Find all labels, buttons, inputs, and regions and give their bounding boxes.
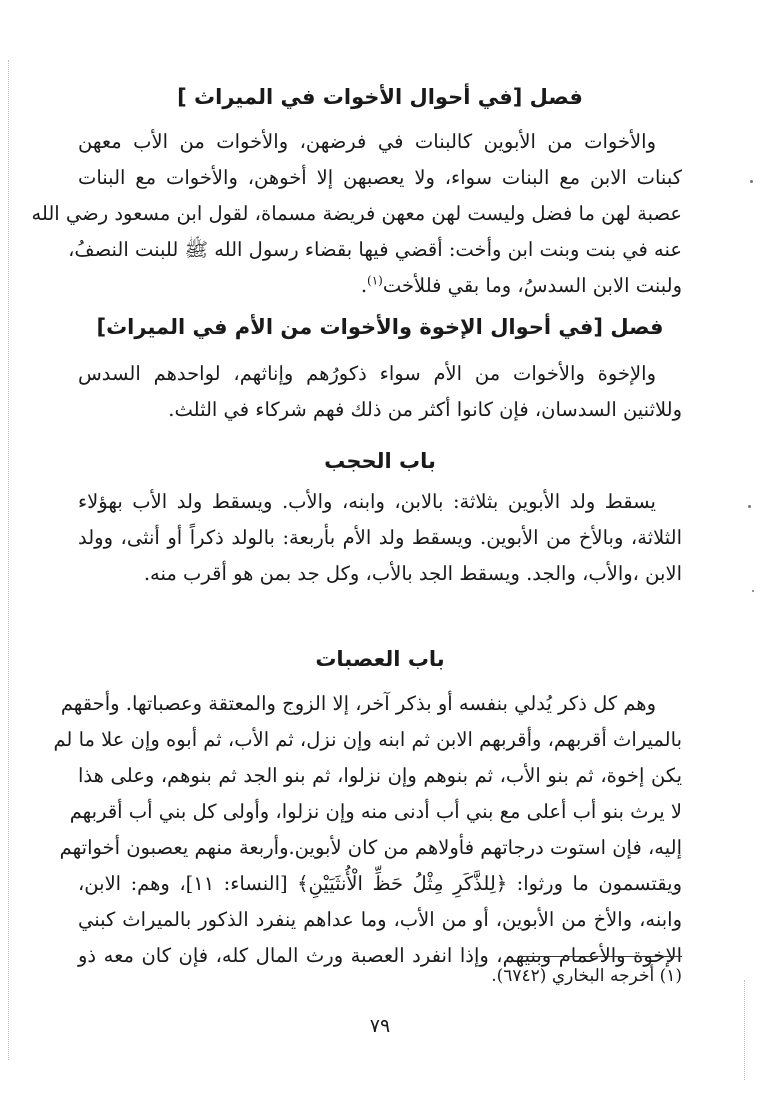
text-line: ويقتسمون ما ورثوا: ﴿لِلذَّكَرِ مِثْلُ حَظِّ الْأُنثَيَيْنِ﴾ [النساء: ١١]، وهم: الابن، bbox=[78, 872, 683, 895]
text-line: الإخوة والأعمام وبنيهم، وإذا انفرد العصبة ورث المال كله، فإن كان معه ذو bbox=[78, 944, 682, 967]
text-line: عصبة لهن ما فضل وليست لهن معهن فريضة مسماة، لقول ابن مسعود رضي الله bbox=[31, 202, 682, 225]
text-line: يسقط ولد الأبوين بثلاثة: بالابن، وابنه، والأب. ويسقط ولد الأب بهؤلاء bbox=[78, 490, 656, 513]
text-line: يكن إخوة، ثم بنو الأب، ثم بنوهم وإن نزلوا، ثم بنو الجد ثم بنوهم، وعلى هذا bbox=[78, 764, 682, 787]
scan-speck bbox=[752, 590, 754, 592]
text-line: وابنه، والأخ من الأبوين، أو من الأب، وما عداهم ينفرد الذكور بالميراث كبني bbox=[78, 908, 682, 931]
text-line: وهم كل ذكر يُدلي بنفسه أو بذكر آخر، إلا الزوج والمعتقة وعصباتها. وأحقهم bbox=[60, 692, 656, 715]
text-line: عنه في بنت وبنت ابن وأخت: أقضي فيها بقضاء رسول الله ﷺ للبنت النصفُ، bbox=[68, 238, 682, 261]
text-line: لا يرث بنو أب أعلى مع بني أب أدنى منه وإن نزلوا، وأولى كل بني أب أقربهم bbox=[69, 800, 682, 823]
paragraph-exclusion bbox=[78, 484, 682, 592]
text-line: الابن ،والأب، والجد. ويسقط الجد بالأب، وكل جد بمن هو أقرب منه. bbox=[143, 562, 682, 585]
text-line: والأخوات من الأبوين كالبنات في فرضهن، والأخوات من الأب معهن bbox=[78, 130, 656, 153]
footnote: (١) أخرجه البخاري (٦٧٤٢). bbox=[491, 966, 682, 986]
footnote-marker: (١) bbox=[367, 273, 383, 288]
chapter-heading-exclusion: باب الحجب bbox=[324, 449, 436, 473]
footnote-divider bbox=[518, 956, 682, 957]
text-line: وللاثنين السدسان، فإن كانوا أكثر من ذلك فهم شركاء في الثلث. bbox=[168, 398, 682, 421]
chapter-heading-agnates: باب العصبات bbox=[315, 647, 445, 671]
scan-edge-grain bbox=[8, 60, 9, 1060]
text-line bbox=[78, 268, 682, 304]
scan-speck bbox=[750, 180, 753, 183]
page-number: ٧٩ bbox=[369, 1015, 391, 1037]
text-line-content: ولبنت الابن السدسُ، وما بقي فللأخت bbox=[382, 274, 682, 297]
paragraph-sisters bbox=[31, 124, 682, 304]
text-line: كبنات الابن مع البنات سواء، ولا يعصبهن إلا أخوهن، والأخوات مع البنات bbox=[78, 166, 682, 189]
scan-speck bbox=[748, 505, 751, 508]
section-heading-sisters: فصل [في أحوال الأخوات في الميراث ] bbox=[177, 85, 583, 109]
text-line: إليه، فإن استوت درجاتهم فأولاهم من كان لأبوين.وأربعة منهم يعصبون أخواتهم bbox=[59, 836, 682, 859]
paragraph-maternal-siblings bbox=[78, 356, 682, 428]
sentence-end: . bbox=[360, 274, 368, 297]
text-line: الثلاثة، وبالأخ من الأبوين. ويسقط ولد الأم بأربعة: بالولد ذكراً أو أنثى، وولد bbox=[78, 526, 682, 549]
paragraph-agnates bbox=[53, 686, 683, 974]
text-line: بالميراث أقربهم، وأقربهم الابن ثم ابنه وإن نزل، ثم الأب، ثم أبوه وإن علا ما لم bbox=[53, 728, 682, 751]
scan-edge-grain bbox=[744, 980, 745, 1080]
section-heading-maternal-siblings: فصل [في أحوال الإخوة والأخوات من الأم في الميراث] bbox=[96, 315, 664, 339]
text-line: والإخوة والأخوات من الأم سواء ذكورُهم وإناثهم، لواحدهم السدس bbox=[78, 362, 656, 385]
